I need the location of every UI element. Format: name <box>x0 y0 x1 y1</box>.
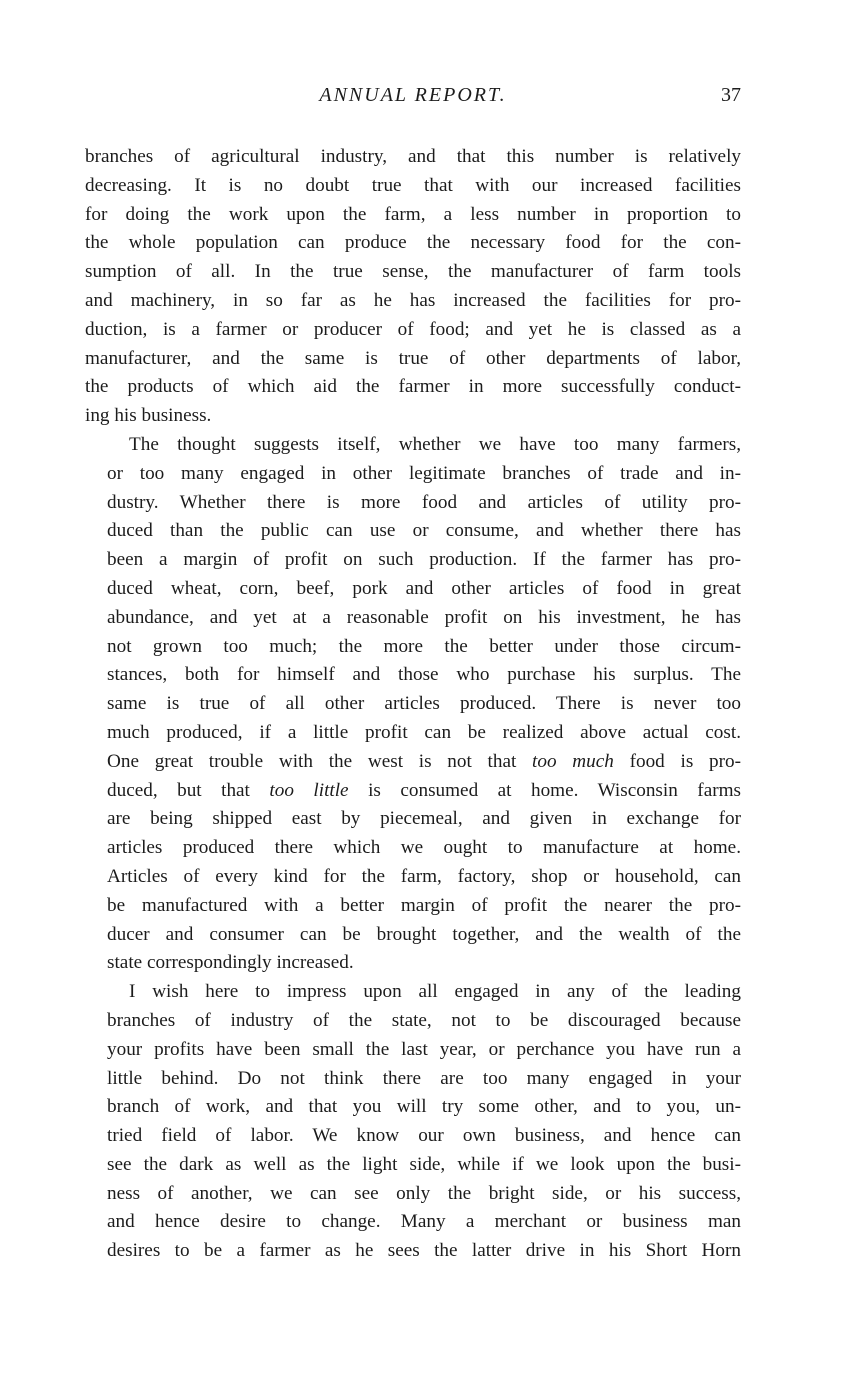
text-line: dustry. Whether there is more food and articles of utility pro- <box>107 491 741 513</box>
text-run: duced, but that <box>107 779 270 801</box>
text-line: ducer and consumer can be brought together, and the wealth of the <box>107 923 741 945</box>
italic-phrase: too little <box>269 779 349 801</box>
text-line: and machinery, in so far as he has increased the facilities for pro- <box>85 289 741 311</box>
text-line: much produced, if a little profit can be realized above actual cost. <box>107 721 741 743</box>
text-line: state correspondingly increased. <box>107 952 354 974</box>
text-line: branches of agricultural industry, and that this number is relatively <box>85 146 741 167</box>
text-line: and hence desire to change. Many a merchant or business man <box>107 1211 741 1233</box>
text-line: see the dark as well as the light side, while if we look upon the busi- <box>107 1153 741 1175</box>
paragraph-1 <box>85 143 741 431</box>
paragraph-3 <box>85 978 741 1266</box>
text-line-with-italic <box>85 748 741 777</box>
text-line: Articles of every kind for the farm, factory, shop or household, can <box>107 865 741 887</box>
text-line: the whole population can produce the necessary food for the con- <box>85 232 741 254</box>
text-line: be manufactured with a better margin of profit the nearer the pro- <box>107 894 741 916</box>
text-run: food is pro- <box>613 750 741 772</box>
text-line: The thought suggests itself, whether we have too many farmers, <box>129 433 741 455</box>
text-line: manufacturer, and the same is true of other departments of labor, <box>85 347 741 369</box>
text-line: decreasing. It is no doubt true that with our increased facilities <box>85 174 741 196</box>
text-line: tried field of labor. We know our own business, and hence can <box>107 1125 741 1147</box>
text-line: duced than the public can use or consume, and whether there has <box>107 520 741 542</box>
text-line: duction, is a farmer or producer of food; and yet he is classed as a <box>85 318 741 340</box>
text-line: duced wheat, corn, beef, pork and other articles of food in great <box>107 577 741 599</box>
text-line: ing his business. <box>85 405 212 427</box>
italic-phrase: too much <box>532 750 614 772</box>
text-run: One great trouble with the west is not that <box>107 750 533 772</box>
text-line: been a margin of profit on such production. If the farmer has pro- <box>107 549 741 571</box>
text-line: little behind. Do not think there are too many engaged in your <box>107 1067 741 1089</box>
text-line: articles produced there which we ought to manufacture at home. <box>107 837 741 859</box>
body-text <box>85 143 741 1266</box>
text-line: your profits have been small the last year, or perchance you have run a <box>107 1038 741 1060</box>
text-line: are being shipped east by piecemeal, and given in exchange for <box>107 808 741 830</box>
text-line: branches of industry of the state, not to be discouraged because <box>107 1009 741 1031</box>
paragraph-2 <box>85 431 741 978</box>
text-line: the products of which aid the farmer in more successfully conduct- <box>85 376 741 398</box>
running-title: ANNUAL REPORT. <box>319 84 507 106</box>
text-line: sumption of all. In the true sense, the manufacturer of farm tools <box>85 261 741 283</box>
text-line: not grown too much; the more the better under those circum- <box>107 635 741 657</box>
text-line: same is true of all other articles produced. There is never too <box>107 693 741 715</box>
text-line: abundance, and yet at a reasonable profit on his investment, he has <box>107 606 741 628</box>
text-run: is consumed at home. Wisconsin farms <box>348 779 741 801</box>
text-line: ness of another, we can see only the bright side, or his success, <box>107 1182 741 1204</box>
text-line-with-italic <box>85 777 741 806</box>
text-line: for doing the work upon the farm, a less number in proportion to <box>85 203 741 225</box>
running-head <box>85 84 741 114</box>
text-line: or too many engaged in other legitimate branches of trade and in- <box>107 462 741 484</box>
text-line: I wish here to impress upon all engaged in any of the leading <box>129 981 741 1003</box>
text-line: desires to be a farmer as he sees the latter drive in his Short Horn <box>107 1240 741 1262</box>
text-line: branch of work, and that you will try some other, and to you, un- <box>107 1096 741 1118</box>
page-number: 37 <box>721 84 741 106</box>
text-line: stances, both for himself and those who purchase his surplus. The <box>107 664 741 686</box>
